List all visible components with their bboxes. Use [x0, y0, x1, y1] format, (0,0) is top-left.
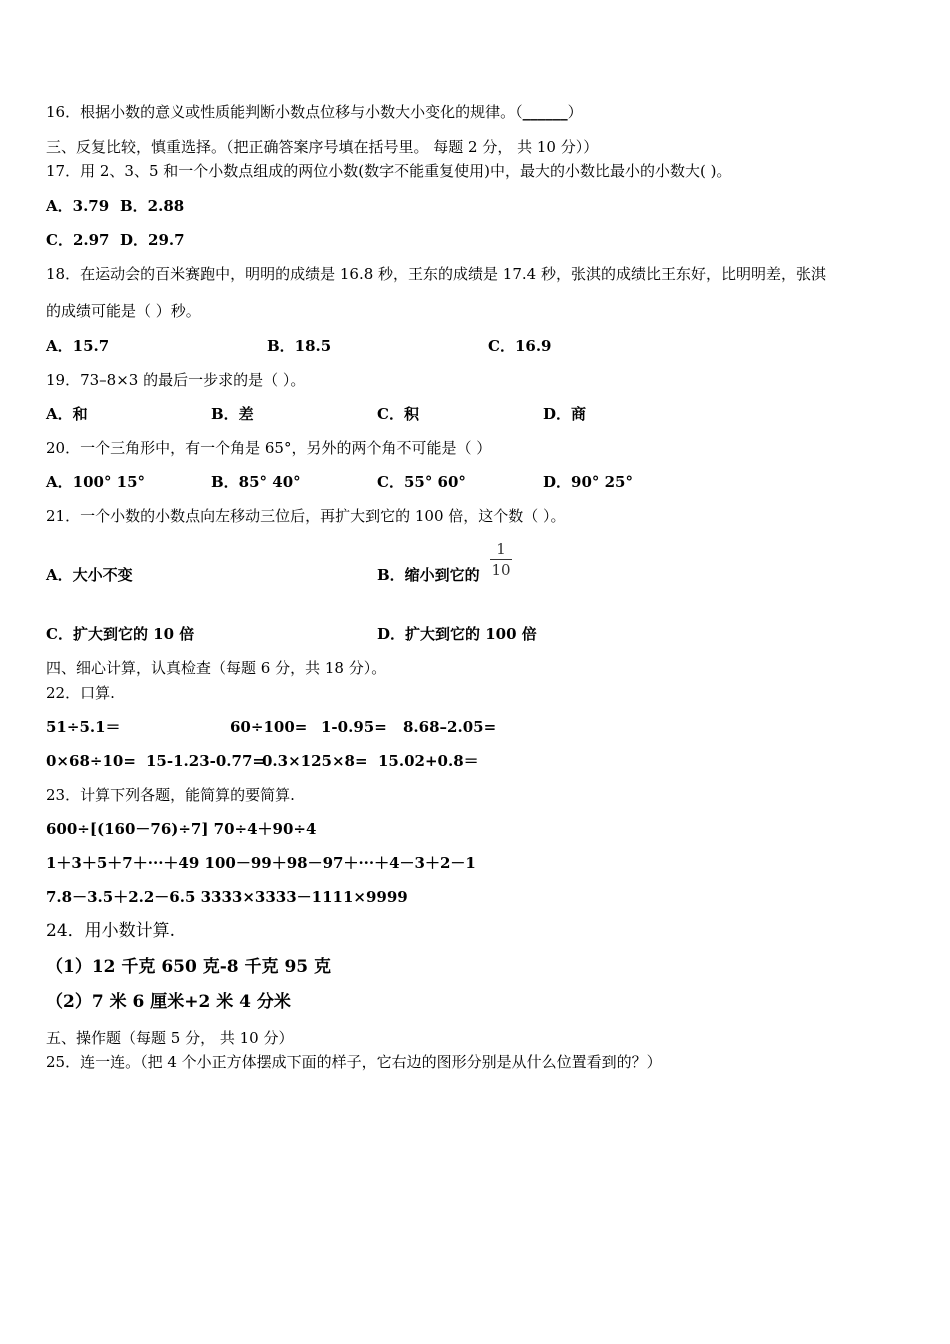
question-19-option-c: C．积: [377, 405, 419, 423]
question-21-stem: 21．一个小数的小数点向左移动三位后，再扩大到它的 100 倍，这个数（ ）。: [46, 507, 566, 525]
question-16-blank: ______: [522, 103, 568, 121]
mental-calc-2: 60÷100=: [230, 718, 308, 736]
mental-calc-4: 8.68–2.05=: [403, 718, 497, 736]
fraction-numerator: 1: [496, 540, 506, 558]
question-20-option-b: B．85° 40°: [211, 473, 301, 491]
question-23-line-2: 1＋3＋5＋7＋···＋49 100－99＋98－97＋···＋4－3＋2－1: [46, 854, 476, 872]
question-16-text: 16．根据小数的意义或性质能判断小数点位移与小数大小变化的规律。（: [46, 103, 523, 121]
question-18-stem-line2: 的成绩可能是（ ）秒。: [46, 302, 201, 320]
question-19-option-d: D．商: [543, 405, 587, 423]
question-16-tail: ）: [567, 103, 583, 121]
question-21-option-d: D．扩大到它的 100 倍: [377, 625, 537, 643]
question-19-option-a: A．和: [46, 405, 88, 423]
question-25-stem: 25．连一连。（把 4 个小正方体摆成下面的样子，它右边的图形分别是从什么位置看到的？）: [46, 1053, 662, 1071]
question-17-option-c: C．2.97: [46, 231, 110, 249]
question-24-item-2: （2）7 米 6 厘米+2 米 4 分米: [46, 992, 291, 1012]
question-19-option-b: B．差: [211, 405, 254, 423]
question-18-stem-line1: 18．在运动会的百米赛跑中，明明的成绩是 16.8 秒，王东的成绩是 17.4 秒，张淇的成绩比王东好，比明明差，张淇: [46, 265, 826, 283]
question-20-stem: 20．一个三角形中，有一个角是 65°，另外的两个角不可能是（ ）: [46, 439, 492, 457]
fraction-denominator: 10: [491, 561, 511, 579]
mental-calc-6: 15-1.23-0.77=: [146, 752, 265, 770]
question-17-stem: 17．用 2、3、5 和一个小数点组成的两位小数(数字不能重复使用)中，最大的小数比最小的小数大( )。: [46, 162, 732, 180]
question-18-option-a: A．15.7: [46, 337, 110, 355]
question-20-option-c: C．55° 60°: [377, 473, 466, 491]
question-22-title: 22．口算.: [46, 684, 115, 702]
question-21-fraction: [490, 540, 512, 579]
question-20-option-d: D．90° 25°: [543, 473, 633, 491]
question-18-option-c: C．16.9: [488, 337, 552, 355]
question-17-option-b: B．2.88: [120, 197, 185, 215]
question-19-stem: 19．73–8×3 的最后一步求的是（ ）。: [46, 371, 306, 389]
question-17-option-d: D．29.7: [120, 231, 185, 249]
mental-calc-7: 0.3×125×8=: [262, 752, 368, 770]
fraction-bar: [490, 559, 512, 560]
question-24-title: 24．用小数计算.: [46, 921, 176, 941]
question-18-option-b: B．18.5: [267, 337, 332, 355]
question-23-line-3: 7.8－3.5＋2.2－6.5 3333×3333－1111×9999: [46, 888, 408, 906]
question-21-option-a: A．大小不变: [46, 566, 133, 584]
question-23-title: 23．计算下列各题，能简算的要简算.: [46, 786, 295, 804]
mental-calc-1: 51÷5.1＝: [46, 718, 121, 736]
question-23-line-1: 600÷[(160－76)÷7] 70÷4＋90÷4: [46, 820, 317, 838]
question-21-option-c: C．扩大到它的 10 倍: [46, 625, 195, 643]
question-21-option-b: B．缩小到它的: [377, 566, 480, 584]
mental-calc-8: 15.02+0.8＝: [378, 752, 479, 770]
section-4-title: 四、细心计算，认真检查（每题 6 分，共 18 分）。: [46, 659, 387, 677]
question-16: [46, 102, 583, 122]
question-17-option-a: A．3.79: [46, 197, 110, 215]
section-3-title: 三、反复比较，慎重选择。（把正确答案序号填在括号里。 每题 2 分， 共 10 分））: [46, 138, 599, 156]
mental-calc-5: 0×68÷10=: [46, 752, 136, 770]
question-20-option-a: A．100° 15°: [46, 473, 146, 491]
section-5-title: 五、操作题（每题 5 分， 共 10 分）: [46, 1029, 294, 1047]
question-24-item-1: （1）12 千克 650 克-8 千克 95 克: [46, 957, 332, 977]
mental-calc-3: 1-0.95=: [321, 718, 387, 736]
